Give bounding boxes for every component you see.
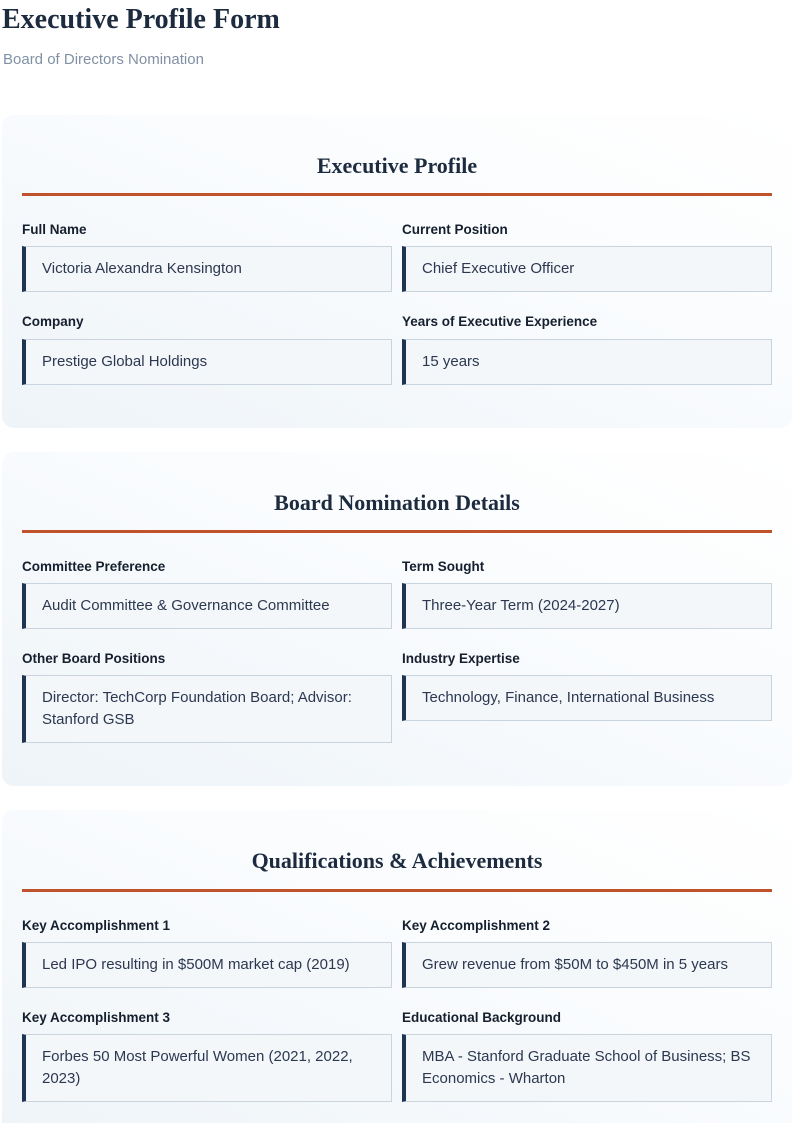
field-label: Term Sought [402, 558, 485, 574]
form-field [22, 314, 392, 384]
form-field [22, 222, 392, 292]
field-grid [22, 559, 772, 743]
field-value-input[interactable] [22, 1034, 392, 1102]
field-label: Current Position [402, 222, 508, 238]
field-value: Audit Committee & Governance Committee [42, 597, 330, 615]
form-field [22, 918, 392, 988]
field-label: Other Board Positions [22, 651, 166, 667]
field-label: Committee Preference [22, 558, 166, 574]
field-value-input[interactable] [402, 246, 772, 292]
field-grid [22, 918, 772, 1102]
section-card [2, 452, 792, 787]
field-label: Key Accomplishment 1 [22, 917, 171, 933]
field-value: 15 years [422, 352, 480, 370]
field-value-input[interactable] [402, 1034, 772, 1102]
field-label: Company [22, 314, 84, 330]
page-title: Executive Profile Form [2, 4, 280, 35]
field-value: MBA - Stanford Graduate School of Business; BS Economics - Wharton [422, 1048, 751, 1088]
form-field [22, 559, 392, 629]
section-title: Executive Profile [22, 153, 772, 196]
field-value: Three-Year Term (2024-2027) [422, 597, 620, 615]
page-subtitle: Board of Directors Nomination [3, 50, 204, 68]
field-value-input[interactable] [402, 583, 772, 629]
form-field [22, 1010, 392, 1102]
field-value: Director: TechCorp Foundation Board; Advisor: Stanford GSB [42, 689, 352, 729]
form-field [402, 314, 772, 384]
form-field [402, 651, 772, 721]
form-field [402, 1010, 772, 1102]
form-field [22, 651, 392, 743]
field-value: Technology, Finance, International Business [422, 689, 715, 707]
field-value: Grew revenue from $50M to $450M in 5 years [422, 955, 728, 973]
section-title: Qualifications & Achievements [22, 848, 772, 891]
field-value-input[interactable] [402, 942, 772, 988]
field-value: Led IPO resulting in $500M market cap (2019) [42, 955, 350, 973]
section-card [2, 810, 792, 1123]
field-label: Years of Executive Experience [402, 314, 598, 330]
field-value: Chief Executive Officer [422, 260, 575, 278]
field-label: Key Accomplishment 3 [22, 1009, 171, 1025]
field-value-input[interactable] [22, 339, 392, 385]
field-label: Industry Expertise [402, 651, 520, 667]
form-field [402, 559, 772, 629]
field-value-input[interactable] [22, 246, 392, 292]
form-field [402, 918, 772, 988]
field-label: Full Name [22, 222, 87, 238]
section-title: Board Nomination Details [22, 490, 772, 533]
field-value: Prestige Global Holdings [42, 352, 208, 370]
field-value-input[interactable] [22, 583, 392, 629]
field-label: Key Accomplishment 2 [402, 917, 551, 933]
field-value: Victoria Alexandra Kensington [42, 260, 242, 278]
field-value-input[interactable] [22, 942, 392, 988]
field-grid [22, 222, 772, 384]
field-label: Educational Background [402, 1009, 562, 1025]
field-value-input[interactable] [402, 675, 772, 721]
field-value: Forbes 50 Most Powerful Women (2021, 2022, 2023) [42, 1048, 353, 1088]
form-field [402, 222, 772, 292]
form-sections [2, 115, 792, 1123]
field-value-input[interactable] [22, 675, 392, 743]
field-value-input[interactable] [402, 339, 772, 385]
section-card [2, 115, 792, 428]
